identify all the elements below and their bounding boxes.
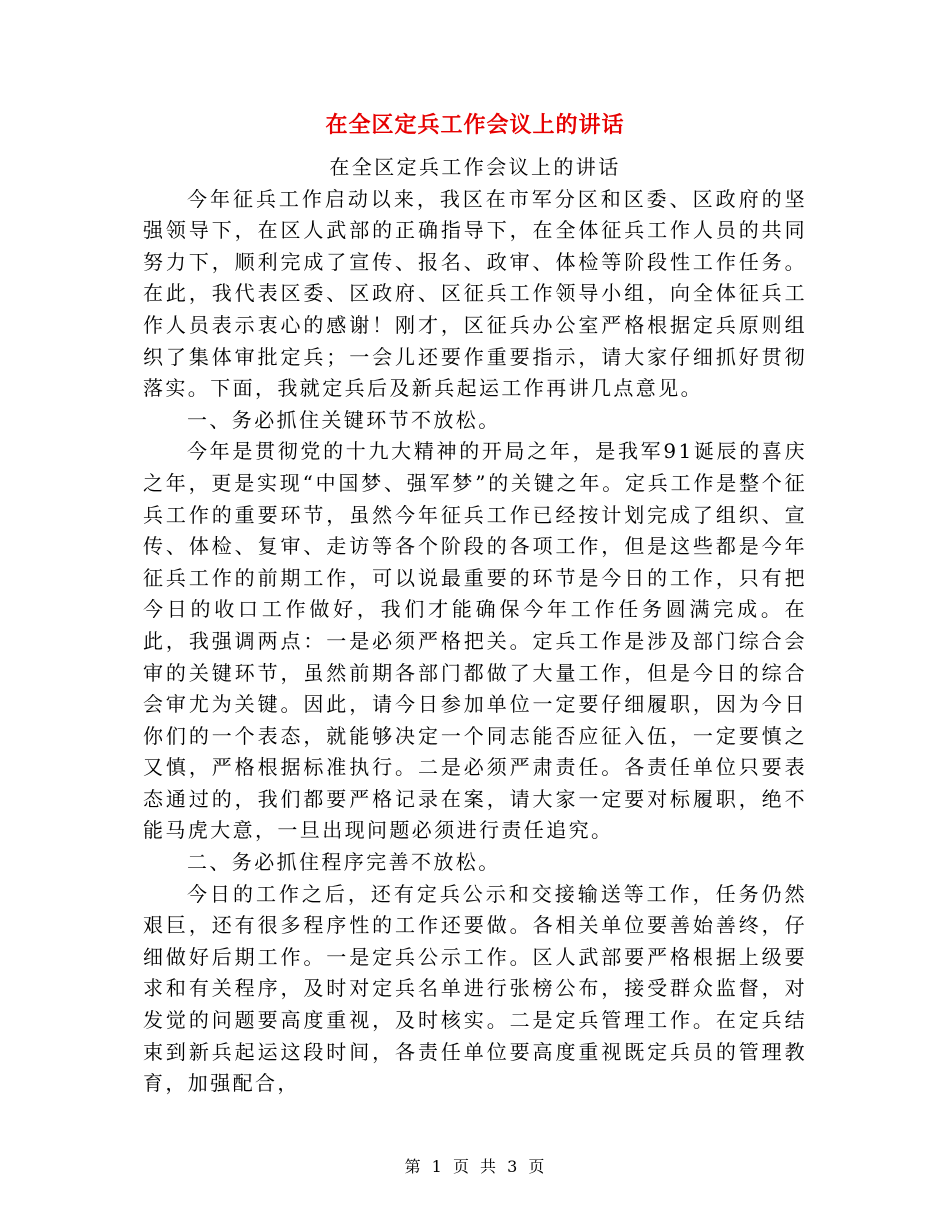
section-heading-1: 一、务必抓住关键环节不放松。	[187, 407, 501, 432]
paragraph-intro: 今年征兵工作启动以来，我区在市军分区和区委、区政府的坚强领导下，在区人武部的正确指导下，在全体征兵工作人员的共同努力下，顺利完成了宣传、报名、政审、体检等阶段性工作任务。在此，我代表区委、区政府、区征兵工作领导小组，向全体征兵工作人员表示衷心的感谢！刚才，区征兵办公室严格根据定兵原则组织了集体审批定兵；一会儿还要作重要指示，请大家仔细抓好贯彻落实。下面，我就定兵后及新兵起运工作再讲几点意见。	[143, 186, 807, 401]
document-title: 在全区定兵工作会议上的讲话	[325, 113, 625, 138]
page-number-footer: 第 1 页 共 3 页	[404, 1157, 546, 1176]
paragraph-section-2: 今日的工作之后，还有定兵公示和交接输送等工作，任务仍然艰巨，还有很多程序性的工作还要做。各相关单位要善始善终，仔细做好后期工作。一是定兵公示工作。区人武部要严格根据上级要求和有关程序，及时对定兵名单进行张榜公布，接受群众监督，对发觉的问题要高度重视，及时核实。二是定兵管理工作。在定兵结束到新兵起运这段时间，各责任单位要高度重视既定兵员的管理教育，加强配合，	[143, 881, 807, 1096]
paragraph-section-1: 今年是贯彻党的十九大精神的开局之年，是我军91诞辰的喜庆之年，更是实现“中国梦、强军梦”的关键之年。定兵工作是整个征兵工作的重要环节，虽然今年征兵工作已经按计划完成了组织、宣传、体检、复审、走访等各个阶段的各项工作，但是这些都是今年征兵工作的前期工作，可以说最重要的环节是今日的工作，只有把今日的收口工作做好，我们才能确保今年工作任务圆满完成。在此，我强调两点：一是必须严格把关。定兵工作是涉及部门综合会审的关键环节，虽然前期各部门都做了大量工作，但是今日的综合会审尤为关键。因此，请今日参加单位一定要仔细履职，因为今日你们的一个表态，就能够决定一个同志能否应征入伍，一定要慎之又慎，严格根据标准执行。二是必须严肃责任。各责任单位只要表态通过的，我们都要严格记录在案，请大家一定要对标履职，绝不能马虎大意，一旦出现问题必须进行责任追究。	[143, 439, 807, 843]
document-subtitle: 在全区定兵工作会议上的讲话	[329, 155, 621, 179]
document-body	[143, 152, 807, 1100]
section-heading-2: 二、务必抓住程序完善不放松。	[187, 850, 501, 875]
